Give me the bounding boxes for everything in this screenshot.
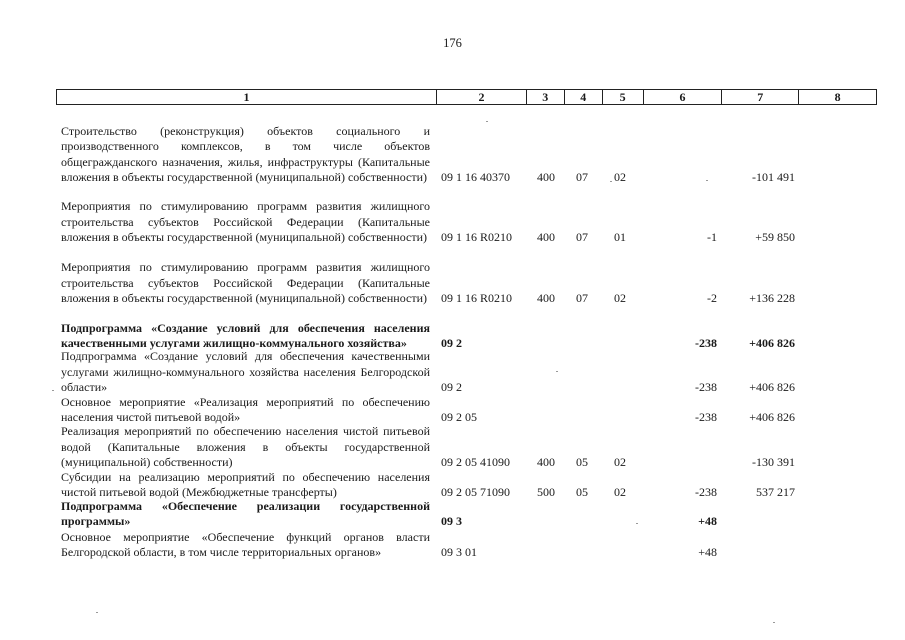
header-col-3: 3	[527, 90, 565, 104]
row-section: 07	[576, 229, 588, 244]
row-code: 09 1 16 R0210	[441, 290, 513, 305]
row-expense-type: 400	[537, 454, 555, 469]
row-code: 09 3 01	[441, 544, 477, 559]
row-code: 09 1 16 40370	[441, 169, 510, 184]
table-row	[0, 425, 905, 470]
row-code: 09 2 05 41090	[441, 454, 510, 469]
table-row	[0, 529, 905, 560]
row-value-7: +59 850	[755, 229, 795, 244]
table-row	[0, 500, 905, 529]
header-col-2: 2	[437, 90, 527, 104]
scan-speck	[636, 523, 638, 524]
row-description: Строительство (реконструкция) объектов социального и производственного комплексов, в том числе объектов общегражданского назначения, жилья, инфраструктуры (Капитальные вложения в объекты государственной (муниципальной) собственности)	[61, 124, 430, 184]
row-value-6: -238	[695, 409, 717, 424]
header-col-1: 1	[57, 90, 437, 104]
row-section: 05	[576, 454, 588, 469]
row-value-7: +406 826	[749, 409, 795, 424]
header-col-5: 5	[603, 90, 644, 104]
row-value-7: +136 228	[749, 290, 795, 305]
row-value-6: -1	[707, 229, 717, 244]
row-description: Мероприятия по стимулированию программ развития жилищного строительства субъектов Российской Федерации (Капитальные вложения в объекты государственной (муниципальной) собственности)	[61, 199, 430, 244]
row-section: 07	[576, 169, 588, 184]
header-col-7: 7	[722, 90, 799, 104]
row-code: 09 2	[441, 379, 462, 394]
table-row	[0, 111, 905, 185]
row-description: Реализация мероприятий по обеспечению населения чистой питьевой водой (Капитальные вложения в объекты государственной (муниципальной) собственности)	[61, 424, 430, 469]
row-description: Основное мероприятие «Обеспечение функций органов власти Белгородской области, в том числе территориальных органов»	[61, 529, 430, 559]
row-code: 09 2	[441, 335, 462, 350]
row-value-6: -238	[695, 484, 717, 499]
row-value-7: +406 826	[749, 335, 795, 350]
row-code: 09 2 05 71090	[441, 484, 510, 499]
row-code: 09 2 05	[441, 409, 477, 424]
row-description: Подпрограмма «Создание условий для обеспечения качественными услугами жилищно-коммунального хозяйства населения Белгородской области»	[61, 349, 430, 394]
scan-speck	[706, 180, 708, 181]
row-subsection: 02	[614, 169, 626, 184]
scan-speck	[773, 622, 775, 623]
row-subsection: 02	[614, 290, 626, 305]
table-row	[0, 245, 905, 306]
scan-speck	[556, 371, 558, 372]
table-row	[0, 351, 905, 395]
table-row	[0, 470, 905, 500]
row-description: Мероприятия по стимулированию программ развития жилищного строительства субъектов Российской Федерации (Капитальные вложения в объекты государственной (муниципальной) собственности)	[61, 260, 430, 305]
header-col-6: 6	[644, 90, 723, 104]
row-code: 09 3	[441, 513, 462, 528]
row-expense-type: 400	[537, 169, 555, 184]
row-expense-type: 500	[537, 484, 555, 499]
table-row	[0, 395, 905, 425]
header-col-4: 4	[565, 90, 603, 104]
row-subsection: 02	[614, 454, 626, 469]
row-section: 07	[576, 290, 588, 305]
row-expense-type: 400	[537, 229, 555, 244]
row-subsection: 01	[614, 229, 626, 244]
scan-speck	[96, 612, 98, 613]
row-description: Основное мероприятие «Реализация мероприятий по обеспечению населения чистой питьевой водой»	[61, 394, 430, 424]
row-description: Подпрограмма «Создание условий для обеспечения населения качественными услугами жилищно-коммунального хозяйства»	[61, 320, 430, 350]
scan-speck	[52, 390, 54, 391]
row-value-6: -2	[707, 290, 717, 305]
header-col-8: 8	[834, 89, 841, 104]
row-section: 05	[576, 484, 588, 499]
table-row	[0, 185, 905, 245]
row-value-6: -238	[695, 379, 717, 394]
row-value-7: 537 217	[756, 484, 795, 499]
row-value-6: -238	[695, 335, 717, 350]
row-expense-type: 400	[537, 290, 555, 305]
row-value-7: +406 826	[749, 379, 795, 394]
scan-speck	[610, 181, 612, 182]
scan-speck	[486, 121, 488, 122]
row-value-6: +48	[698, 513, 717, 528]
page-number: 176	[443, 36, 462, 50]
row-value-6: +48	[698, 544, 717, 559]
row-value-7: -130 391	[752, 454, 795, 469]
row-description: Подпрограмма «Обеспечение реализации государственной программы»	[61, 498, 430, 528]
row-value-7: -101 491	[752, 169, 795, 184]
row-code: 09 1 16 R0210	[441, 229, 513, 244]
table-row	[0, 306, 905, 351]
row-description: Субсидии на реализацию мероприятий по обеспечению населения чистой питьевой водой (Межбюджетные трансферты)	[61, 469, 430, 499]
row-subsection: 02	[614, 484, 626, 499]
